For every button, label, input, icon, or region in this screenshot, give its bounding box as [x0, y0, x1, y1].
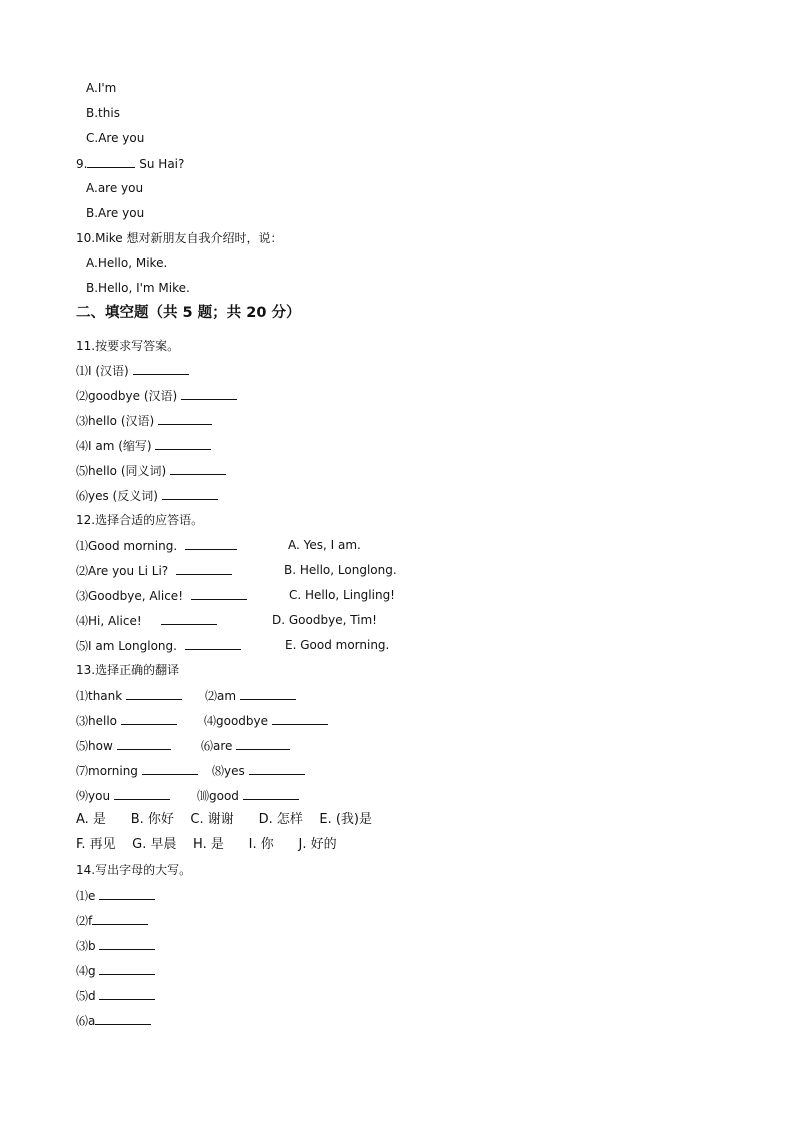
q13-options-line-2: F. 再见 G. 早晨 H. 是 I. 你 J. 好的 [76, 837, 337, 852]
q13-stem: 13.选择正确的翻译 [76, 663, 180, 677]
q13-item: ⑻yes [212, 762, 305, 779]
q10-option-a: A.Hello, Mike. [86, 256, 168, 270]
answer-blank[interactable] [95, 1012, 151, 1025]
q11-stem: 11.按要求写答案。 [76, 339, 180, 353]
answer-blank[interactable] [142, 762, 198, 775]
answer-blank[interactable] [99, 937, 155, 950]
answer-blank[interactable] [185, 637, 241, 650]
answer-blank[interactable] [99, 962, 155, 975]
answer-blank[interactable] [99, 987, 155, 1000]
q11-item: ⑵goodbye (汉语) [76, 387, 237, 404]
q14-item: ⑵f [76, 912, 148, 929]
answer-blank[interactable] [161, 612, 217, 625]
answer-blank[interactable] [114, 787, 170, 800]
answer-blank[interactable] [158, 412, 212, 425]
answer-blank[interactable] [133, 362, 189, 375]
answer-blank[interactable] [191, 587, 247, 600]
q14-item: ⑹a [76, 1012, 151, 1029]
q12-item: ⑷Hi, Alice! [76, 612, 217, 629]
q12-item: ⑵Are you Li Li? [76, 562, 232, 579]
q12-option-c: C. Hello, Lingling! [289, 588, 395, 602]
q12-stem: 12.选择合适的应答语。 [76, 513, 204, 527]
q14-item: ⑶b [76, 937, 155, 954]
q12-item: ⑴Good morning. [76, 537, 237, 554]
answer-blank[interactable] [185, 537, 237, 550]
q8-option-c: C.Are you [86, 131, 145, 145]
q13-item: ⑴thank [76, 687, 182, 704]
q12-item: ⑶Goodbye, Alice! [76, 587, 247, 604]
answer-blank[interactable] [155, 437, 211, 450]
q9-stem: 9. Su Hai? [76, 157, 185, 171]
q13-item: ⑺morning [76, 762, 198, 779]
answer-blank[interactable] [240, 687, 296, 700]
answer-blank[interactable] [99, 887, 155, 900]
q14-item: ⑴e [76, 887, 155, 904]
q13-item: ⑷goodbye [204, 712, 328, 729]
answer-blank[interactable] [87, 155, 135, 168]
q13-item: ⑵am [205, 687, 296, 704]
q9-option-a: A.are you [86, 181, 144, 195]
q9-option-b: B.Are you [86, 206, 145, 220]
q13-item: ⑹are [201, 737, 290, 754]
q11-item: ⑹yes (反义词) [76, 487, 218, 504]
answer-blank[interactable] [176, 562, 232, 575]
answer-blank[interactable] [126, 687, 182, 700]
q12-option-d: D. Goodbye, Tim! [272, 613, 377, 627]
q11-item: ⑶hello (汉语) [76, 412, 212, 429]
q12-option-a: A. Yes, I am. [288, 538, 361, 552]
q8-option-a: A.I'm [86, 81, 117, 95]
q14-item: ⑸d [76, 987, 155, 1004]
answer-blank[interactable] [162, 487, 218, 500]
q10-option-b: B.Hello, I'm Mike. [86, 281, 190, 295]
answer-blank[interactable] [272, 712, 328, 725]
q10-stem: 10.Mike 想对新朋友自我介绍时，说： [76, 231, 283, 245]
answer-blank[interactable] [170, 462, 226, 475]
q11-item: ⑷I am (缩写) [76, 437, 211, 454]
q11-item: ⑴I (汉语) [76, 362, 189, 379]
answer-blank[interactable] [181, 387, 237, 400]
q8-option-b: B.this [86, 106, 120, 120]
answer-blank[interactable] [236, 737, 290, 750]
q13-item: ⑼you [76, 787, 170, 804]
q13-item: ⑶hello [76, 712, 177, 729]
q12-item: ⑸I am Longlong. [76, 637, 241, 654]
answer-blank[interactable] [92, 912, 148, 925]
q13-options-line-1: A. 是 B. 你好 C. 谢谢 D. 怎样 E. (我)是 [76, 812, 372, 827]
q13-item: ⑽good [197, 787, 299, 804]
answer-blank[interactable] [243, 787, 299, 800]
q12-option-e: E. Good morning. [285, 638, 390, 652]
q14-item: ⑷g [76, 962, 155, 979]
q13-item: ⑸how [76, 737, 171, 754]
section-title: 二、填空题（共 5 题；共 20 分） [76, 305, 301, 321]
answer-blank[interactable] [117, 737, 171, 750]
answer-blank[interactable] [249, 762, 305, 775]
q14-stem: 14.写出字母的大写。 [76, 863, 192, 877]
answer-blank[interactable] [121, 712, 177, 725]
q12-option-b: B. Hello, Longlong. [284, 563, 397, 577]
q11-item: ⑸hello (同义词) [76, 462, 226, 479]
